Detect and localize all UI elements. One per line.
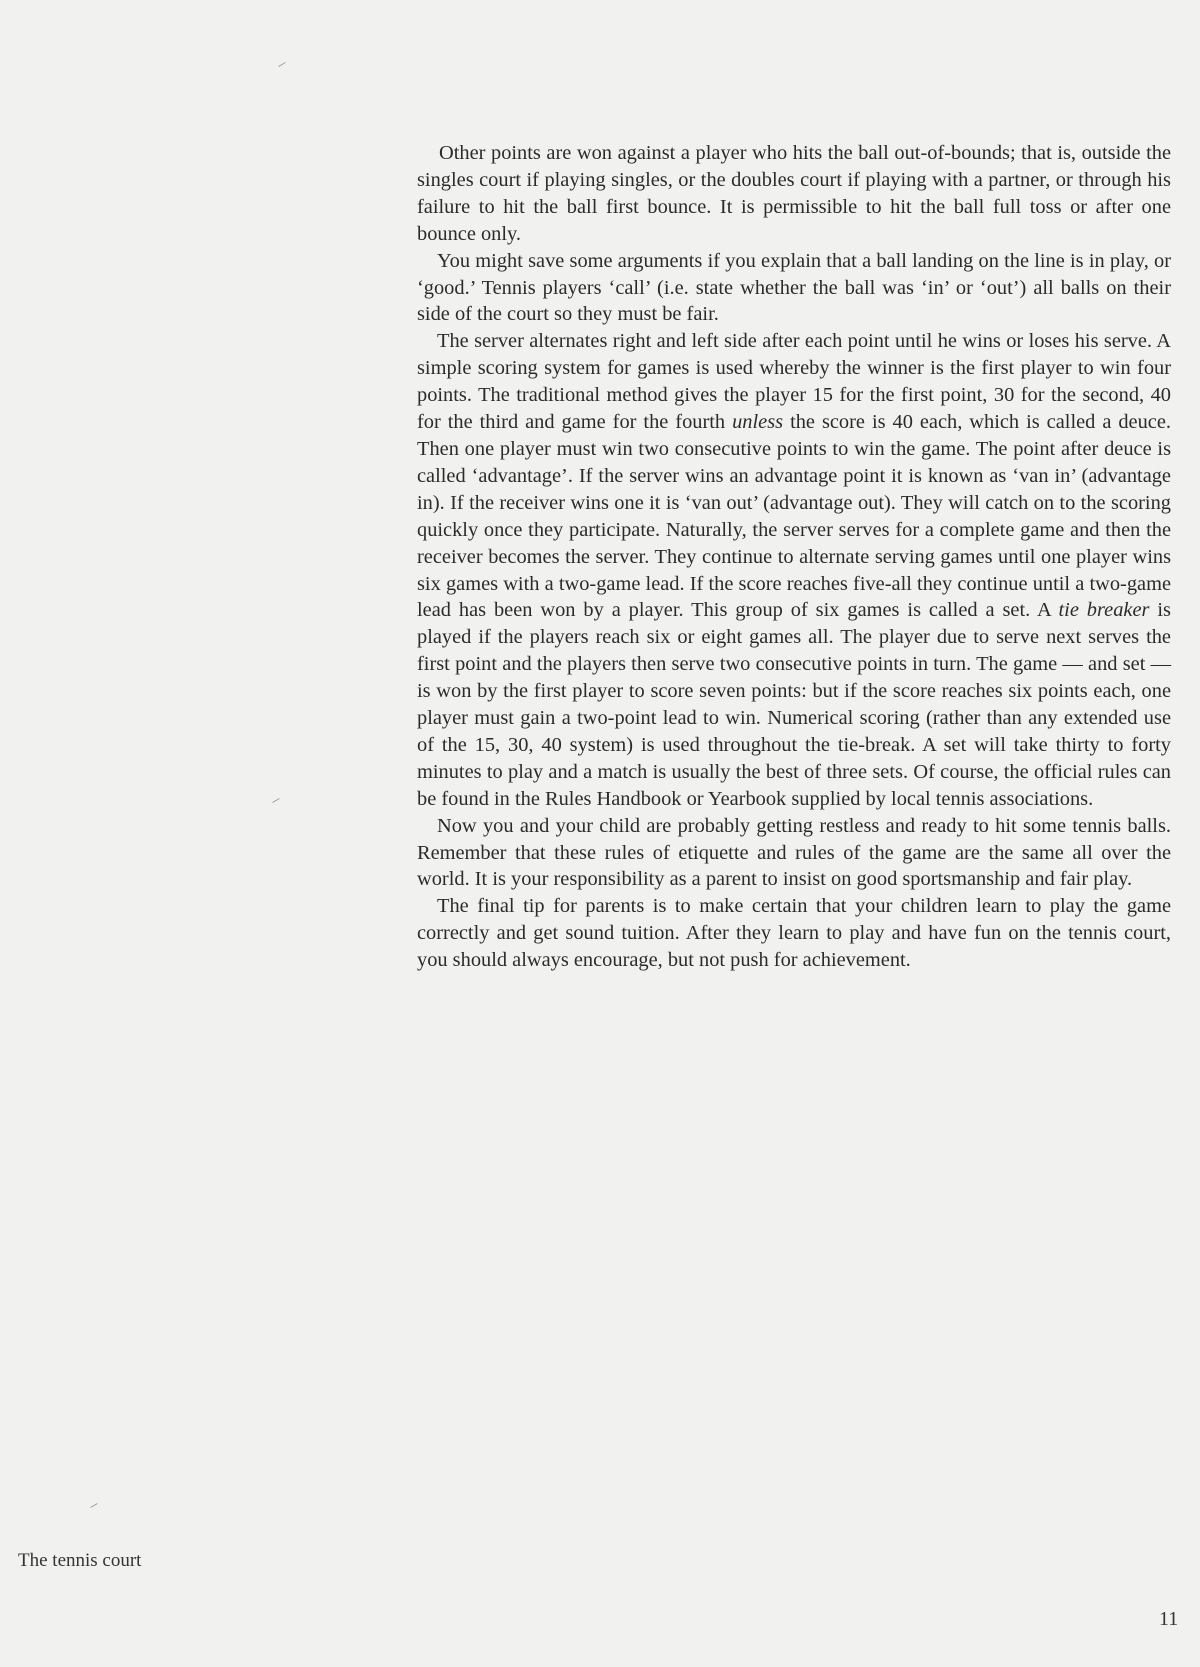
- scan-speck: [278, 62, 285, 67]
- body-text: [417, 140, 1171, 974]
- scan-speck: [90, 1503, 97, 1508]
- scoring-text-3: is played if the players reach six or eight games all. The player due to serve next serves the first point and the players then serve two consecutive points in turn. The game — and set — is won by the first player to score seven points: but if the score reaches six points each, one player must gain a two-point lead to win. Numerical scoring (rather than any extended use of the 15, 30, 40 system) is used throughout the tie-break. A set will take thirty to forty minutes to play and a match is usually the best of three sets. Of course, the official rules can be found in the Rules Handbook or Yearbook supplied by local tennis associations.: [417, 599, 1171, 810]
- page-number: 11: [1159, 1608, 1179, 1630]
- scan-speck: [272, 798, 279, 803]
- paragraph-final-tip: The final tip for parents is to make certain that your children learn to play the game correctly and get sound tuition. After they learn to play and have fun on the tennis court, you should always encourage, but not push for achievement.: [417, 895, 1171, 972]
- paragraph-etiquette: Now you and your child are probably getting restless and ready to hit some tennis balls. Remember that these rules of etiquette and rules of the game are the same all over the world. It is your responsibility as a parent to insist on good sportsmanship and fair play.: [417, 814, 1171, 891]
- paragraph-line-calls: You might save some arguments if you explain that a ball landing on the line is in play, or ‘good.’ Tennis players ‘call’ (i.e. state whether the ball was ‘in’ or ‘out’) all balls on their side of the court so they must be fair.: [417, 249, 1171, 326]
- paragraph-scoring: [417, 328, 1171, 812]
- emphasis-tie-breaker: tie breaker: [1058, 599, 1150, 622]
- emphasis-unless: unless: [732, 411, 784, 434]
- scoring-text-1: The server alternates right and left side after each point until he wins or loses his serve. A simple scoring system for games is used whereby the winner is the first player to win four points. The traditional method gives the player 15 for the first point, 30 for the second, 40 for the third and game for the fourth: [417, 330, 1171, 434]
- paragraph-out-of-bounds: Other points are won against a player who hits the ball out-of-bounds; that is, outside the singles court if playing singles, or the doubles court if playing with a partner, or through his failure to hit the ball first bounce. It is permissible to hit the ball full toss or after one bounce only.: [417, 142, 1171, 245]
- scoring-text-2: the score is 40 each, which is called a deuce. Then one player must win two consecutive points to win the game. The point after deuce is called ‘advantage’. If the server wins an advantage point it is known as ‘van in’ (advantage in). If the receiver wins one it is ‘van out’ (advantage out). They will catch on to the scoring quickly once they participate. Naturally, the server serves for a complete game and then the receiver becomes the server. They continue to alternate serving games until one player wins six games with a two-game lead. If the score reaches five-all they continue until a two-game lead has been won by a player. This group of six games is called a set. A: [417, 411, 1171, 622]
- figure-caption: The tennis court: [18, 1550, 142, 1571]
